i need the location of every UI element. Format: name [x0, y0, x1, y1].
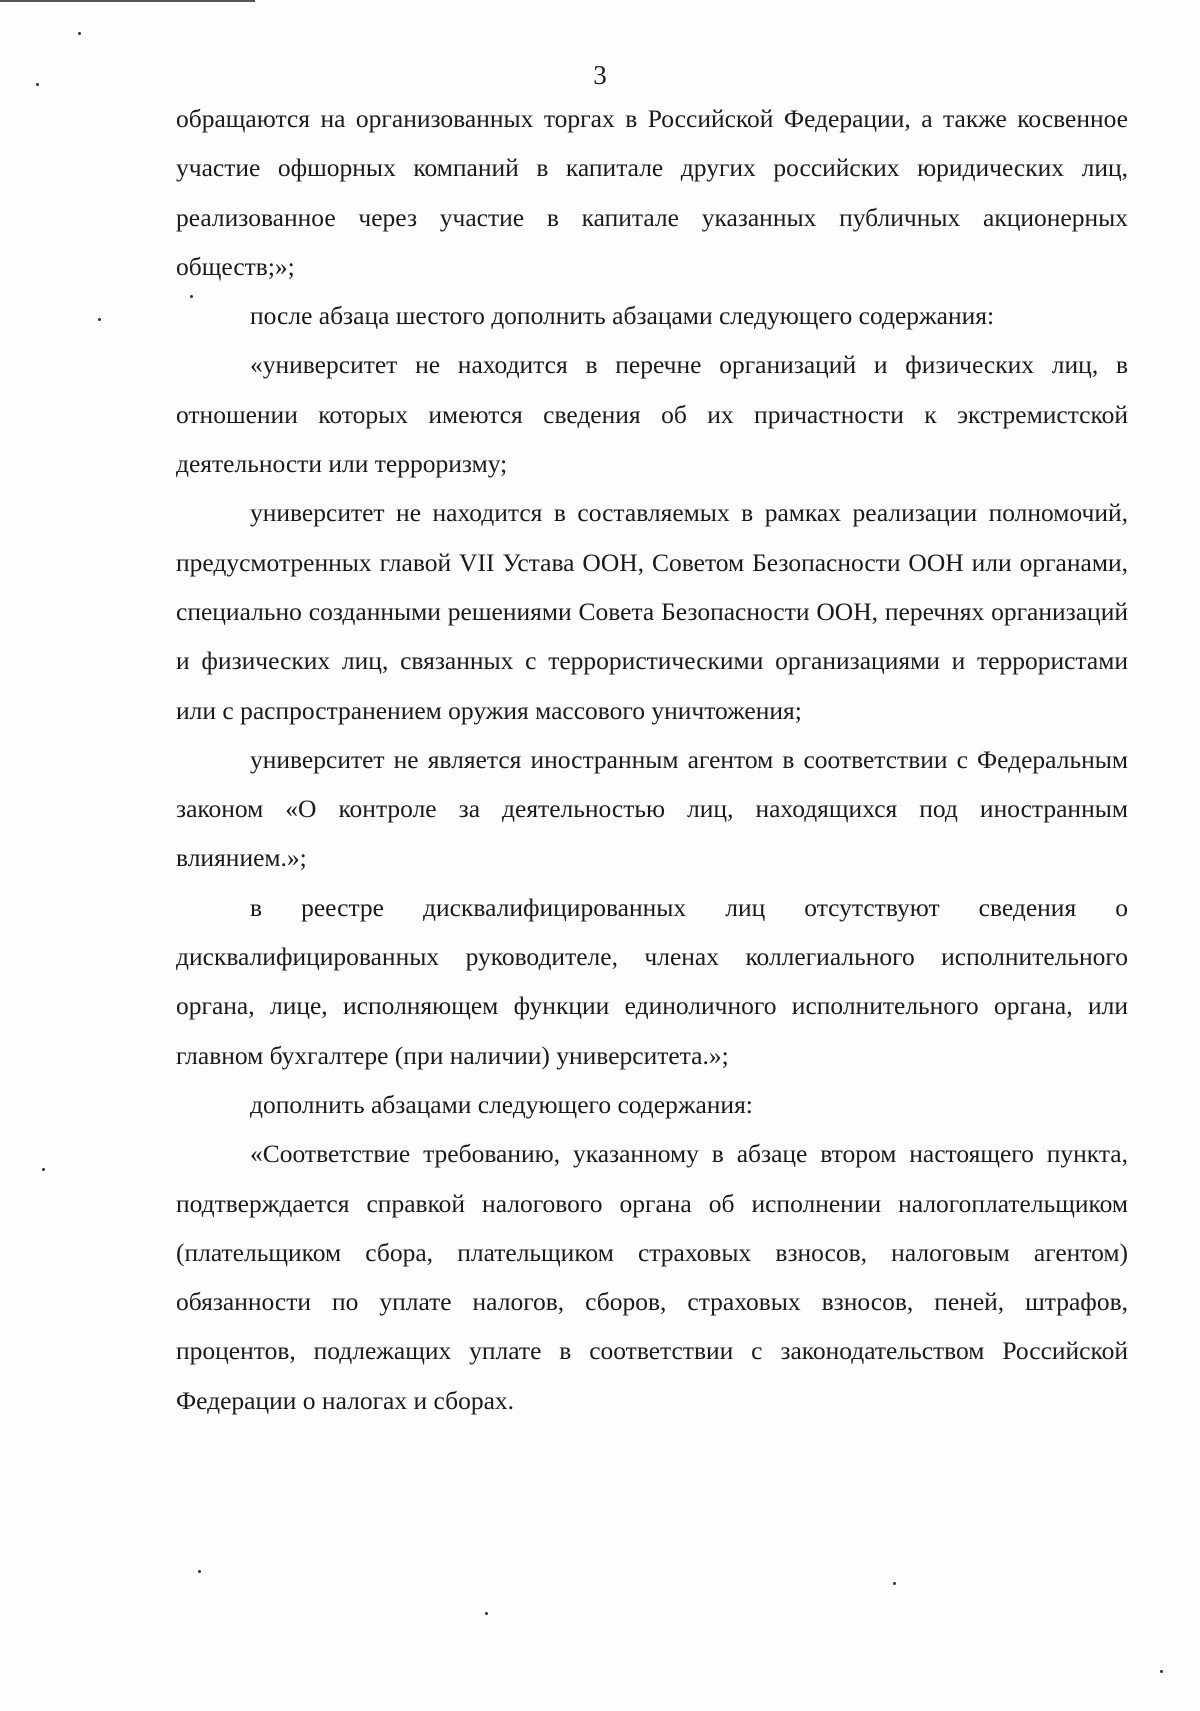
top-edge-rule — [0, 0, 255, 2]
page-number: 3 — [593, 60, 607, 90]
paragraph-foreign-agent: университет не является иностранным агентом в соответствии с Федеральным законом «О контроле за деятельностью лиц, находящихся под иностранным влиянием.»; — [176, 744, 1128, 873]
paragraph-continuation: обращаются на организованных торгах в Российской Федерации, а также косвенное участие офшорных компаний в капитале других российских юридических лиц, реализованное через участие в капитале указанных публичных акционерных обществ;»; — [176, 104, 1128, 281]
scan-speck — [1160, 1670, 1163, 1673]
paragraph-amendment-instruction: после абзаца шестого дополнить абзацами следующего содержания: — [250, 301, 995, 331]
scan-speck — [98, 318, 101, 321]
paragraph-supplement-instruction: дополнить абзацами следующего содержания: — [250, 1089, 753, 1119]
scan-speck — [36, 83, 39, 86]
paragraph-extremism-list: «университет не находится в перечне организаций и физических лиц, в отношении которых имеются сведения об их причастности к экстремистской деятельности или терроризму; — [176, 350, 1128, 479]
scan-speck — [485, 1612, 488, 1615]
scan-speck — [893, 1582, 896, 1585]
paragraph-disqualified-persons: в реестре дисквалифицированных лиц отсутствуют сведения о дисквалифицированных руководителе, членах коллегиального исполнительного органа, лице, исполняющем функции единоличного исполнительного органа, или главном бухгалтере (при наличии) университета.»; — [176, 892, 1128, 1070]
scan-speck — [190, 295, 193, 298]
scan-speck — [198, 1570, 201, 1573]
paragraph-tax-certificate: «Соответствие требованию, указанному в абзаце втором настоящего пункта, подтверждается справкой налогового органа об исполнении налогоплательщиком (плательщиком сбора, плательщиком страховых взносов, налоговым агентом) обязанности по уплате налогов, сборов, страховых взносов, пеней, штрафов, процентов, подлежащих уплате в соответствии с законодательством Российской Федерации о налогах и сборах. — [176, 1139, 1128, 1415]
document-body — [176, 94, 1128, 1425]
scan-speck — [78, 32, 81, 35]
scan-speck — [42, 1168, 45, 1171]
paragraph-un-security-council: университет не находится в составляемых в рамках реализации полномочий, предусмотренных главой VII Устава ООН, Советом Безопасности ООН или органами, специально созданными решениями Совета Безопасности ООН, перечнях организаций и физических лиц, связанных с террористическими организациями и террористами или с распространением оружия массового уничтожения; — [176, 498, 1128, 725]
